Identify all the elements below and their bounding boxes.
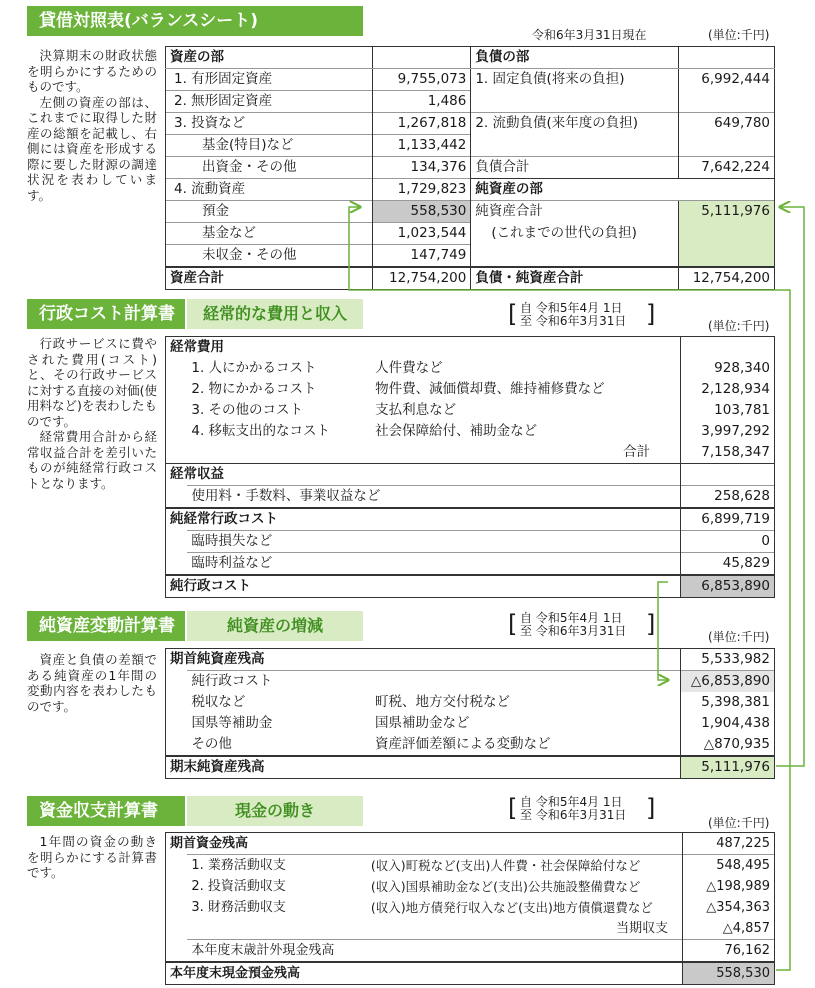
net-cost-link	[658, 582, 668, 680]
bracket-right-icon: ]	[646, 610, 656, 638]
net-cost-label: 純行政コスト	[166, 575, 681, 598]
table-row: 1. 有形固定資産 9,755,073 1. 固定負債(将来の負担) 6,992,444	[166, 69, 775, 91]
net-ordinary-label: 純経常行政コスト	[166, 508, 681, 531]
table-row: 基金など 1,023,544 (これまでの世代の負担)	[166, 223, 775, 245]
expense-subtotal-label: 合計	[623, 444, 651, 460]
table-row: 当期収支 △4,857	[166, 918, 775, 940]
table-row: 臨時利益など 45,829	[166, 553, 775, 576]
bs-unit: (単位:千円)	[708, 28, 770, 42]
table-row: 3. 投資など 1,267,818 2. 流動負債(来年度の負担) 649,780	[166, 113, 775, 135]
table-row: 3. その他のコスト 支払利息など 103,781	[166, 400, 775, 421]
expense-subtotal-value: 7,158,347	[681, 442, 775, 464]
table-row: 期首純資産残高 5,533,982	[166, 649, 775, 671]
cf-description: 1年間の資金の動きを明らかにする計算書です。	[27, 834, 157, 880]
table-row: その他 資産評価差額による変動など △870,935	[166, 734, 775, 756]
cf-title: 資金収支計算書	[27, 796, 185, 826]
table-row: 基金(特目)など 1,133,442	[166, 135, 775, 157]
expense-header: 経常費用	[166, 337, 681, 359]
pl-title: 行政コスト計算書	[27, 299, 185, 329]
table-row: 2. 物にかかるコスト 物件費、減価償却費、維持補修費など 2,128,934	[166, 379, 775, 400]
revenue-header: 経常収益	[166, 464, 681, 486]
ne-title: 純資産変動計算書	[27, 611, 185, 641]
net-cost-value: 6,853,890	[681, 575, 775, 598]
table-row: 純経常行政コスト 6,899,719	[166, 508, 775, 531]
table-row: 純行政コスト △6,853,890	[166, 671, 775, 693]
table-row: 1. 業務活動収支 (収入)町税など(支出)人件費・社会保障給付など 548,495	[166, 855, 775, 877]
net-assets-header: 純資産の部	[471, 179, 679, 201]
pl-unit: (単位:千円)	[708, 319, 770, 333]
table-row: 4. 移転支出的なコスト 社会保障給付、補助金など 3,997,292	[166, 421, 775, 442]
bs-title: 貸借対照表(バランスシート)	[27, 6, 363, 36]
cf-period: [ 自 令和5年4月 1日 至 令和6年3月31日 ]	[508, 794, 656, 822]
total-assets-label: 資産合計	[166, 267, 373, 290]
pl-description: 行政サービスに費やされた費用(コスト)と、その行政サービスに対する直接の対価(使用料など)を表わしたものです。 経常費用合計から経常収益合計を差引いたものが純経常行政コストとなります。	[27, 336, 157, 491]
ne-net-cost-value: △6,853,890	[681, 671, 775, 693]
table-row: 3. 財務活動収支 (収入)地方債発行収入など(支出)地方債償還費など △354,363	[166, 897, 775, 918]
cash-to-deposit-link	[349, 207, 790, 970]
cf-subtitle: 現金の動き	[187, 796, 363, 826]
bracket-left-icon: [	[508, 610, 518, 638]
ne-end-value: 5,111,976	[681, 756, 775, 779]
table-row: 期首資金残高 487,225	[166, 833, 775, 855]
cf-unit: (単位:千円)	[708, 816, 770, 830]
table-row: 臨時損失など 0	[166, 531, 775, 553]
bracket-right-icon: ]	[646, 300, 656, 328]
cf-current-label: 当期収支	[616, 921, 669, 936]
cf-begin-label: 期首資金残高	[166, 833, 683, 855]
table-row: 預金 558,530 純資産合計 5,111,976	[166, 201, 775, 223]
ne-subtitle: 純資産の増減	[187, 611, 363, 641]
bs-desc-p1: 決算期末の財政状態を明らかにするためのものです。	[27, 48, 157, 94]
total-assets-value: 12,754,200	[373, 267, 471, 290]
liabilities-header: 負債の部	[471, 47, 679, 69]
table-row: 4. 流動資産 1,729,823 純資産の部	[166, 179, 775, 201]
table-row: 税収など 町税、地方交付税など 5,398,381	[166, 692, 775, 713]
ne-unit: (単位:千円)	[708, 630, 770, 644]
table-row: 1. 人にかかるコスト 人件費など 928,340	[166, 358, 775, 379]
bracket-right-icon: ]	[646, 794, 656, 822]
assets-header: 資産の部	[166, 47, 373, 69]
total-liab-label: 負債・純資産合計	[471, 267, 679, 290]
table-row: 使用料・手数料、事業収益など 258,628	[166, 486, 775, 509]
table-row: 未収金・その他 147,749	[166, 245, 775, 268]
total-liab-value: 12,754,200	[679, 267, 775, 290]
cf-end-value: 558,530	[683, 962, 775, 985]
ne-period: [ 自 令和5年4月 1日 至 令和6年3月31日 ]	[508, 610, 656, 638]
net-assets-total: 5,111,976	[679, 201, 775, 223]
bracket-left-icon: [	[508, 794, 518, 822]
ne-end-label: 期末純資産残高	[166, 756, 681, 779]
cf-end-label: 本年度末現金預金残高	[166, 962, 683, 985]
ne-description: 資産と負債の差額である純資産の1年間の変動内容を表わしたものです。	[27, 652, 157, 714]
table-row: 本年度末歳計外現金残高 76,162	[166, 940, 775, 963]
bs-as-of: 令和6年3月31日現在	[532, 28, 647, 42]
table-row: 2. 無形固定資産 1,486	[166, 91, 775, 113]
ne-begin-label: 期首純資産残高	[166, 649, 681, 671]
table-row: 出資金・その他 134,376 負債合計 7,642,224	[166, 157, 775, 179]
table-row: 国県等補助金 国県補助金など 1,904,438	[166, 713, 775, 734]
pl-period: [ 自 令和5年4月 1日 至 令和6年3月31日 ]	[508, 300, 656, 328]
bracket-left-icon: [	[508, 300, 518, 328]
table-row: 2. 投資活動収支 (収入)国県補助金など(支出)公共施設整備費など △198,989	[166, 876, 775, 897]
deposit-value: 558,530	[373, 201, 471, 223]
pl-subtitle: 経常的な費用と収入	[187, 299, 363, 329]
bs-desc-p2: 左側の資産の部は、これまでに取得した財産の総額を記載し、右側には資産を形成する際に要した財源の調達状況を表わしています。	[27, 94, 157, 203]
